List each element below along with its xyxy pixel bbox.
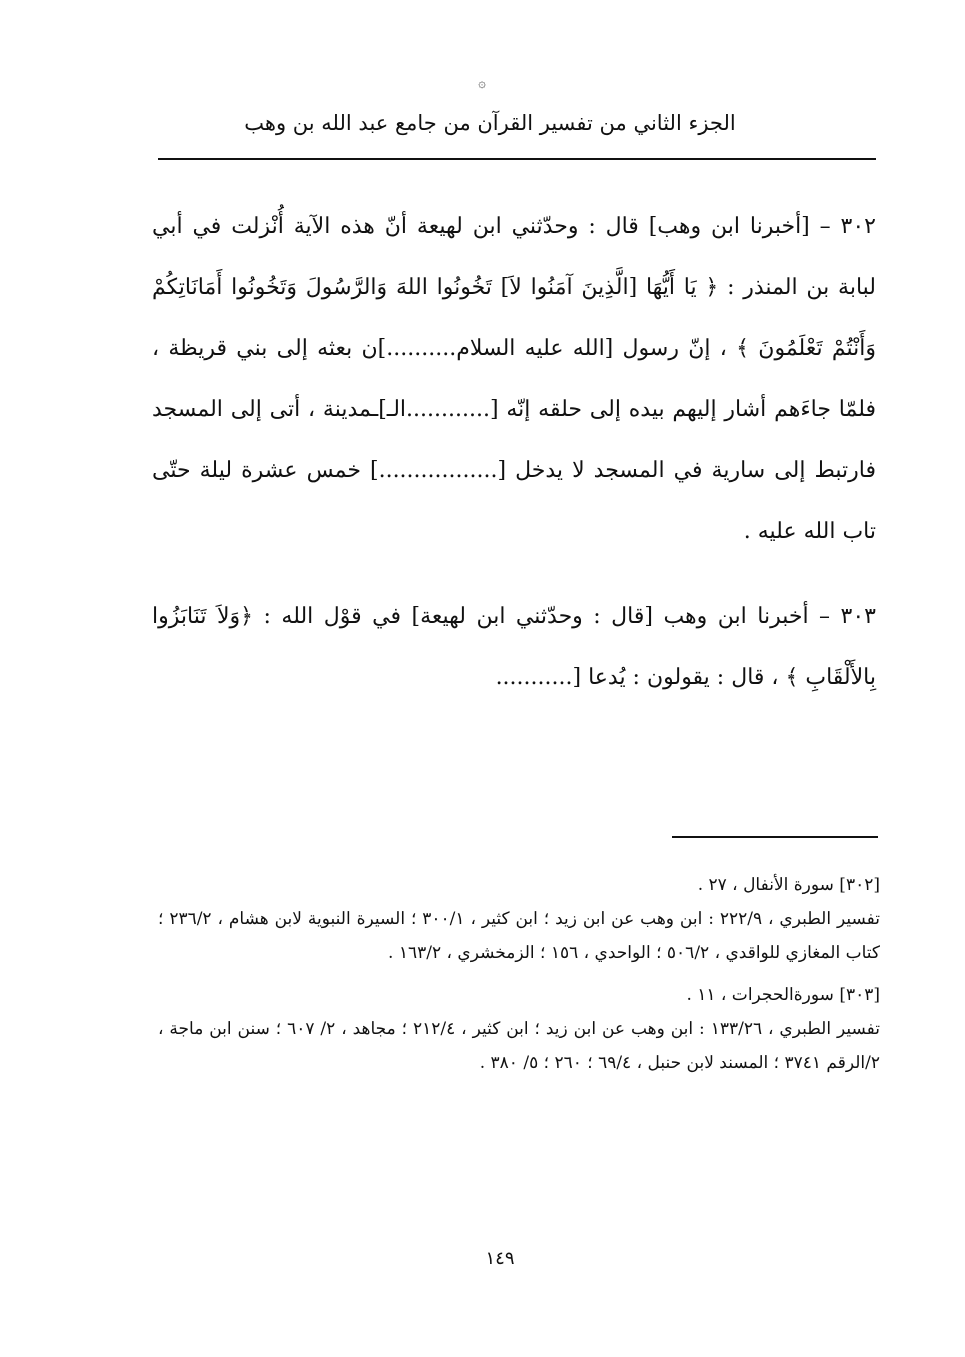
footnote-303 xyxy=(158,978,880,1080)
running-header: الجزء الثاني من تفسير القرآن من جامع عبد الله بن وهب xyxy=(244,111,736,135)
footnote-302-reference: [٣٠٢] سورة الأنفال ، ٢٧ . xyxy=(697,875,880,895)
hadith-302 xyxy=(152,196,876,562)
footnotes xyxy=(158,868,880,1080)
footnote-rule xyxy=(672,836,878,838)
page-number: ١٤٩ xyxy=(485,1248,515,1269)
hadith-302-text: ٣٠٢ – [أخبرنا ابن وهب] قال : وحدّثني ابن لهيعة أنّ هذه الآية أُنْزلت في أبي لبابة بن المنذر : ﴿ يَا أَيُّهَا [الَّذِينَ آمَنُوا لاَ] تَخُونُوا اللهَ وَالرَّسُولَ وَتَخُونُوا أَمَانَاتِكُمْ وَأَنْتُمْ تَعْلَمُونَ ﴾ ، إنّ رسول [الله عليه السلام..........]ن بعثه إلى بني قريظة ، فلمّا جاءَهم أشار إليهم بيده إلى حلقه إنّه [............الـ]ـمدينة ، أتى إلى المسجد فارتبط إلى سارية في المسجد لا يدخل [.................] خمس عشرة ليلة حتّى تاب الله عليه . xyxy=(152,214,876,544)
hadith-303 xyxy=(152,586,876,708)
header-ornament: ۞ xyxy=(478,76,486,91)
footnote-302 xyxy=(158,868,880,970)
hadith-303-text: ٣٠٣ – أخبرنا ابن وهب [قال : وحدّثني ابن لهيعة] في قوْل الله : ﴿وَلاَ تَنَابَزُوا بِالأَلْقَابِ ﴾ ، قال : يقولون : يُدعا [........... xyxy=(152,604,876,690)
footnote-303-sources: تفسير الطبري ، ١٣٣/٢٦ : ابن وهب عن ابن زيد ؛ ابن كثير ، ٢١٢/٤ ؛ مجاهد ، ٢/ ٦٠٧ ؛ سنن ابن ماجة ، ٢/الرقم ٣٧٤١ ؛ المسند لابن حنبل ، ٦٩/٤ ؛ ٢٦٠ ؛ ٥/ ٣٨٠ . xyxy=(158,1019,880,1073)
footnote-303-reference: [٣٠٣] سورةالحجرات ، ١١ . xyxy=(686,985,880,1005)
main-text xyxy=(152,196,876,708)
header-rule xyxy=(158,158,876,160)
footnote-302-sources: تفسير الطبري ، ٢٢٢/٩ : ابن وهب عن ابن زيد ؛ ابن كثير ، ٣٠٠/١ ؛ السيرة النبوية لابن هشام ، ٢٣٦/٢ ؛ كتاب المغازي للواقدي ، ٥٠٦/٢ ؛ الواحدي ، ١٥٦ ؛ الزمخشري ، ١٦٣/٢ . xyxy=(158,909,880,963)
